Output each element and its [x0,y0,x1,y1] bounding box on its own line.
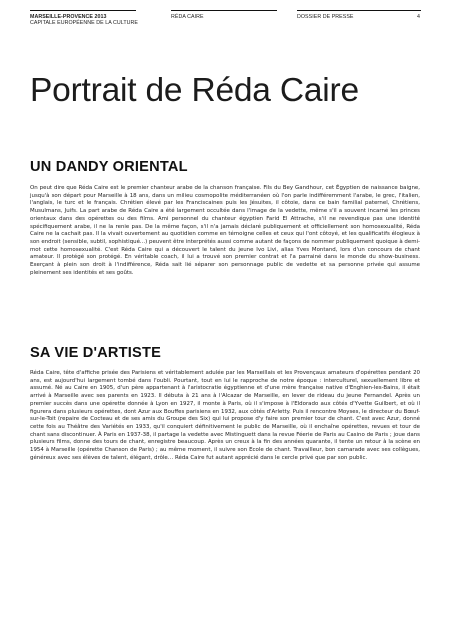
page-number: 4 [417,14,420,20]
section-heading-vie-artiste: SA VIE D'ARTISTE [30,345,162,361]
header-rule-right [297,10,421,11]
section-paragraph-dandy-oriental: On peut dire que Réda Caire est le premier chanteur arabe de la chanson française. Fils du Bey Gandhour, cet Égyptien de naissance baigne, jusqu'à son départ pour Marseille à 18 ans, dans un milieu cosmopolite méditerranéen où l'on parle indifféremment l'arabe, le grec, l'italien, l'anglais, le turc et le français. Chrétien élevé par les Franciscaines puis les Jésuites, il côtoie, dans ce bain familial paternel, Chrétiens, Musulmans, Juifs. La part arabe de Réda Caire a été largement occultée dans l'image de la vedette, même s'il a souvent incarné les princes orientaux dans des opérettes ou des films. Ami personnel du chanteur égyptien Farid El Attrache, s'il ne revendique pas une identité spécifiquement arabe, il ne la renie pas. De la même façon, s'il n'a jamais déclaré publiquement et officiellement son homosexualité, Réda Caire ne la cachait pas. Il la vivait ouvertement au quotidien comme en témoigne celles et ceux qui l'ont côtoyé, et les qualificatifs élogieux à son endroit (sensible, subtil, sophistiqué...) peuvent être interprétés aussi comme autant de façons de nommer publiquement quoique à demi-mot cette homosexualité. C'est Réda Caire qui a découvert le talent du jeune Ivo Livi, alias Yves Montand, lors d'un concours de chant amateur. Il protégé son protégé. En véritable coach, il lui a trouvé son premier contrat et l'a parrainé dans le monde du show-business. Exerçant à plein son droit à l'indifférence, Réda sait lié séparer son personnage public de vedette et sa personne privée qui assume pleinement ses identités et ses goûts. [30,185,420,276]
header-subject: RÉDA CAIRE [171,14,204,20]
header-publication-line2: CAPITALE EUROPÉENNE DE LA CULTURE [30,20,139,27]
header-document-type: DOSSIER DE PRESSE [297,14,354,20]
header-publication-line1: MARSEILLE-PROVENCE 2013 [30,14,107,20]
section-paragraph-vie-artiste: Réda Caire, tête d'affiche prisée des Parisiens et véritablement adulée par les Marseillais et les Provençaux amateurs d'opérettes pendant 20 ans, est aujourd'hui largement tombé dans l'oubli. Pourtant, tout en lui le rapproche de notre époque : interculturel, sexuellement libre et assumé. Né au Caire en 1905, d'un père appartenant à l'aristocratie égyptienne et d'une mère française native d'Enghien-les-Bains, il était arrivé à Marseille avec ses parents en 1923. Il débuta à 21 ans à l'Alcazar de Marseille, en lever de rideau du jeune Fernandel. Après un premier succès dans une opérette donnée à Lyon en 1927, il monte à Paris, où il s'impose à l'Eldorado aux côtés d'Yvette Guilbert, et où il figurera dans plusieurs opérettes, dont Azur aux Bouffes parisiens en 1932, aux côtés d'Arletty. Puis il rencontre Moyses, le directeur du Bœuf-sur-le-Toit (repaire de Cocteau et de ses amis du Groupe des Six) qui lui propose d'y faire son premier tour de chant. C'est avec Azur, donné cette fois au Théâtre des Variétés en 1933, qu'il conquiert définitivement le public de Marseille, où il enchaîne opérettes, revues et tour de chant sans discontinuer. À Paris en 1937-38, il partage la vedette avec Mistinguett dans la revue Féerie de Paris au Casino de Paris ; joue dans plusieurs films, donne des tours de chant, enregistre beaucoup. Après un creux à la fin des années quarante, il tente un retour à la scène en 1954 à Marseille (opérette Chanson de Paris) ; au même moment, il suivre son Ecole de chant. Travailleur, bon camarade avec ses collègues, généreux avec ses élèves de talent, élégant, drôle… Réda Caire fut autant apprécié dans le cercle privé que par son public. [30,370,420,461]
header-rule-middle [171,10,277,11]
header-rule-left [30,10,136,11]
section-heading-dandy-oriental: UN DANDY ORIENTAL [30,159,188,175]
header-publication [30,14,138,27]
page-title: Portrait de Réda Caire [30,72,359,109]
